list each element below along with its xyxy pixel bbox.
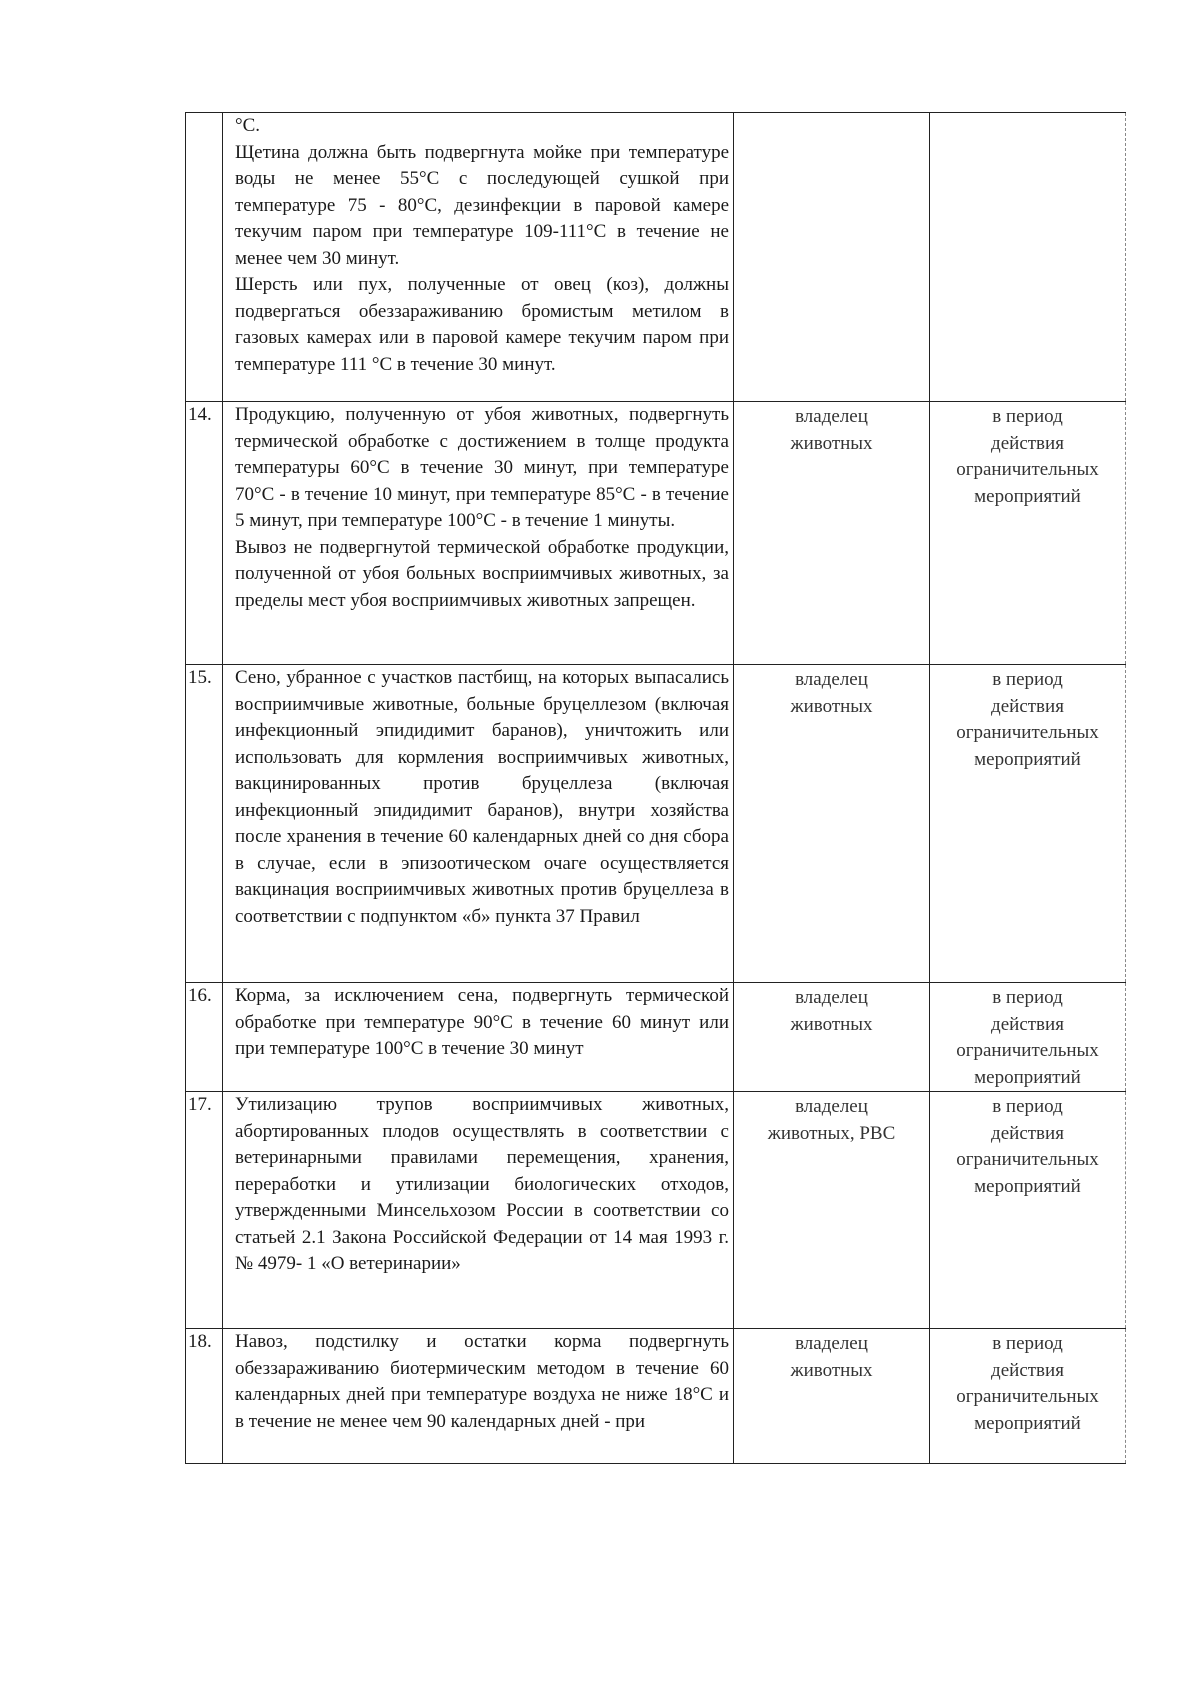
term-text: в период действия ограничительных мероприятий (956, 987, 1099, 1088)
row-number: 16. (186, 983, 223, 1092)
measure-paragraph: Корма, за исключением сена, подвергнуть термической обработке при температуре 90°С в течение 60 минут или при температуре 100°С в течение 30 минут (235, 985, 729, 1059)
measure-text (223, 983, 734, 1092)
executor-cell (734, 1329, 930, 1464)
measure-text (223, 1329, 734, 1464)
executor-text: владелец животных (790, 669, 873, 717)
row-number (186, 113, 223, 402)
executor-text: владелец животных (790, 987, 873, 1035)
measure-paragraph: Навоз, подстилку и остатки корма подвергнуть обеззараживанию биотермическим методом в течение 60 календарных дней при температуре воздуха не ниже 18°С и в течение не менее чем 90 календарных дней - при (235, 1331, 729, 1432)
measure-text (223, 402, 734, 665)
term-cell (930, 983, 1126, 1092)
table-row (186, 113, 1126, 402)
executor-text: владелец животных (790, 406, 873, 454)
table-row (186, 1092, 1126, 1329)
measure-paragraph: Утилизацию трупов восприимчивых животных, абортированных плодов осуществлять в соответствии с ветеринарными правилами перемещения, хранения, переработки и утилизации биологических отходов, утвержденными Минсельхозом России в соответствии со статьей 2.1 Закона Российской Федерации от 14 мая 1993 г. № 4979- 1 «О ветеринарии» (235, 1094, 729, 1274)
measure-text (223, 1092, 734, 1329)
measure-paragraph: °С. (235, 115, 261, 136)
term-cell (930, 402, 1126, 665)
measure-paragraph: Щетина должна быть подвергнута мойке при температуре воды не менее 55°С с последующей сушкой при температуре 75 - 80°С, дезинфекции в паровой камере текучим паром при температуре 109-111°С в течение не менее чем 30 минут. (235, 141, 729, 269)
table-row (186, 665, 1126, 983)
term-text: в период действия ограничительных мероприятий (956, 1096, 1099, 1197)
row-number: 18. (186, 1329, 223, 1464)
executor-text (734, 113, 929, 115)
executor-cell (734, 113, 930, 402)
table-row (186, 1329, 1126, 1464)
term-text: в период действия ограничительных мероприятий (956, 669, 1099, 770)
term-text (930, 113, 1125, 115)
row-number: 15. (186, 665, 223, 983)
measure-paragraph: Сено, убранное с участков пастбищ, на которых выпасались восприимчивые животные, больные бруцеллезом (включая инфекционный эпидидимит баранов), уничтожить или использовать для кормления восприимчивых животных, вакцинированных против бруцеллеза (включая инфекционный эпидидимит баранов), внутри хозяйства после хранения в течение 60 календарных дней со дня сбора в случае, если в эпизоотическом очаге осуществляется вакцинация восприимчивых животных против бруцеллеза в соответствии с подпунктом «б» пункта 37 Правил (235, 667, 729, 927)
executor-cell (734, 1092, 930, 1329)
term-cell (930, 665, 1126, 983)
measure-text (223, 113, 734, 402)
executor-cell (734, 983, 930, 1092)
measure-text (223, 665, 734, 983)
term-text: в период действия ограничительных мероприятий (956, 1333, 1099, 1434)
measures-table (185, 112, 1126, 1464)
term-text: в период действия ограничительных мероприятий (956, 406, 1099, 507)
executor-text: владелец животных, РВС (767, 1096, 896, 1144)
row-number: 17. (186, 1092, 223, 1329)
measure-paragraph: Вывоз не подвергнутой термической обработке продукции, полученной от убоя больных восприимчивых животных, за пределы мест убоя восприимчивых животных запрещен. (235, 536, 729, 611)
term-cell (930, 113, 1126, 402)
measure-paragraph: Шерсть или пух, полученные от овец (коз), должны подвергаться обеззараживанию бромистым метилом в газовых камерах или в паровой камере текучим паром при температуре 111 °С в течение 30 минут. (235, 274, 729, 375)
row-number: 14. (186, 402, 223, 665)
executor-cell (734, 402, 930, 665)
term-cell (930, 1092, 1126, 1329)
table-row (186, 402, 1126, 665)
executor-cell (734, 665, 930, 983)
measure-paragraph: Продукцию, полученную от убоя животных, подвергнуть термической обработке с достижением в толще продукта температуры 60°С в течение 30 минут, при температуре 70°С - в течение 10 минут, при температуре 85°С - в течение 5 минут, при температуре 100°С - в течение 1 минуты. (235, 404, 729, 531)
term-cell (930, 1329, 1126, 1464)
table-row (186, 983, 1126, 1092)
executor-text: владелец животных (790, 1333, 873, 1381)
